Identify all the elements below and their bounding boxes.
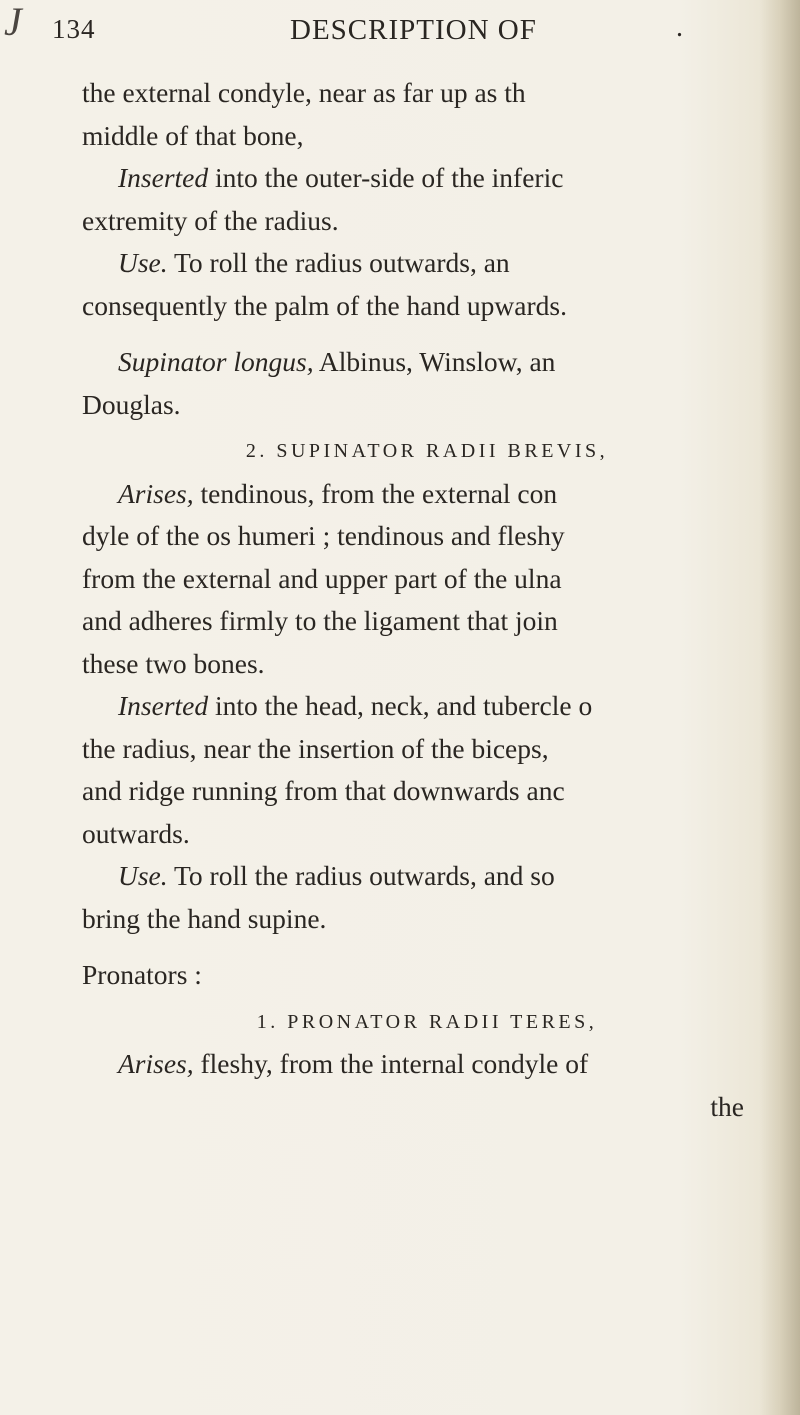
text-run: tendinous, from the external con [193,477,558,509]
page-header [0,10,800,50]
synonym-label: Supinator longus, [118,346,314,377]
text-line: and adheres firmly to the ligament that join [82,605,558,636]
section-heading: 2. SUPINATOR RADII BREVIS, [245,440,609,462]
text-line [82,1043,772,1086]
text-run: To roll the radius outwards, and so [167,860,555,891]
text-line: middle of that bone, [82,119,304,151]
text-line: Pronators : [82,959,202,990]
use-label: Use. [118,860,168,891]
text-run: into the outer-side of the inferic [208,162,564,193]
text-line [82,341,772,384]
header-dot: . [676,12,683,43]
text-line: the external condyle, near as far up as th [82,77,526,108]
page-number: 134 [52,14,96,44]
text-line: and ridge running from that downwards anc [82,775,565,806]
inserted-label: Inserted [118,690,209,721]
text-line: extremity of the radius. [82,204,339,236]
section-heading: 1. PRONATOR RADII TERES, [256,1010,598,1033]
body-text [82,72,772,1128]
text-line [82,685,772,728]
text-line [82,242,772,285]
text-line [82,157,772,200]
text-line: from the external and upper part of the ulna [82,562,562,594]
text-line: consequently the palm of the hand upwards. [82,289,567,321]
running-head: DESCRIPTION OF [290,14,537,46]
corner-mark: J [4,0,22,44]
text-line: bring the hand supine. [82,902,327,934]
inserted-label: Inserted [118,162,209,193]
arises-label: Arises, [118,477,194,509]
text-line: the radius, near the insertion of the biceps, [82,732,549,764]
text-run: Albinus, Winslow, an [313,346,556,377]
text-run: into the head, neck, and tubercle o [208,690,593,721]
text-line: Douglas. [82,388,181,420]
arises-label: Arises, [118,1048,194,1079]
text-line: dyle of the os humeri ; tendinous and fleshy [82,520,565,551]
text-run: To roll the radius outwards, an [167,247,510,278]
text-line: these two bones. [82,647,265,679]
text-line [82,855,772,898]
catchword: the [710,1090,744,1122]
text-run: fleshy, from the internal condyle of [193,1048,589,1079]
text-line: outwards. [82,817,190,849]
text-line [82,473,772,516]
use-label: Use. [118,247,168,278]
